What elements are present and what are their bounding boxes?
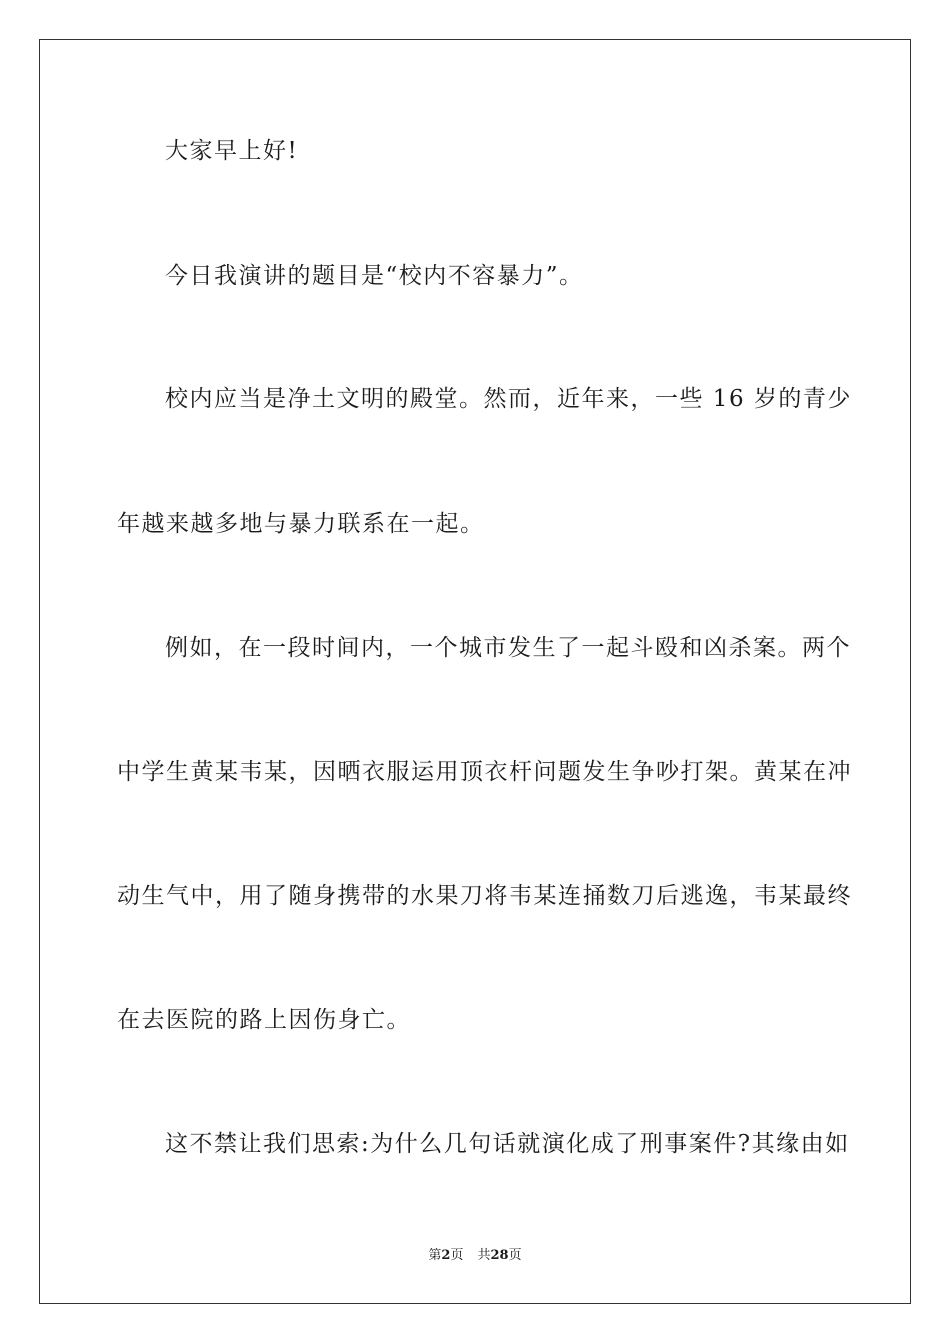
paragraph-line-7: 动生气中，用了随身携带的水果刀将韦某连捅数刀后逃逸，韦某最终 bbox=[117, 883, 852, 909]
paragraph-line-topic: 今日我演讲的题目是“校内不容暴力”。 bbox=[165, 263, 584, 289]
paragraph-line-3: 校内应当是净土文明的殿堂。然而，近年来，一些 16 岁的青少 bbox=[165, 386, 852, 412]
page-label-prefix: 第 bbox=[428, 1248, 442, 1263]
total-label-prefix: 共 bbox=[477, 1248, 491, 1263]
total-pages: 28 bbox=[490, 1248, 509, 1263]
page-border bbox=[39, 39, 911, 1304]
page-label-suffix: 页 bbox=[450, 1248, 464, 1263]
paragraph-line-8: 在去医院的路上因伤身亡。 bbox=[117, 1007, 411, 1033]
paragraph-line-4: 年越来越多地与暴力联系在一起。 bbox=[117, 511, 485, 537]
page-footer bbox=[0, 1247, 950, 1265]
total-label-suffix: 页 bbox=[508, 1248, 522, 1263]
page-number: 2 bbox=[441, 1248, 451, 1263]
paragraph-line-5: 例如，在一段时间内，一个城市发生了一起斗殴和凶杀案。两个 bbox=[165, 635, 851, 661]
paragraph-line-greeting: 大家早上好! bbox=[165, 138, 299, 164]
paragraph-line-9: 这不禁让我们思索:为什么几句话就演化成了刑事案件?其缘由如 bbox=[165, 1131, 850, 1157]
paragraph-line-6: 中学生黄某韦某，因晒衣服运用顶衣杆问题发生争吵打架。黄某在冲 bbox=[117, 759, 852, 785]
